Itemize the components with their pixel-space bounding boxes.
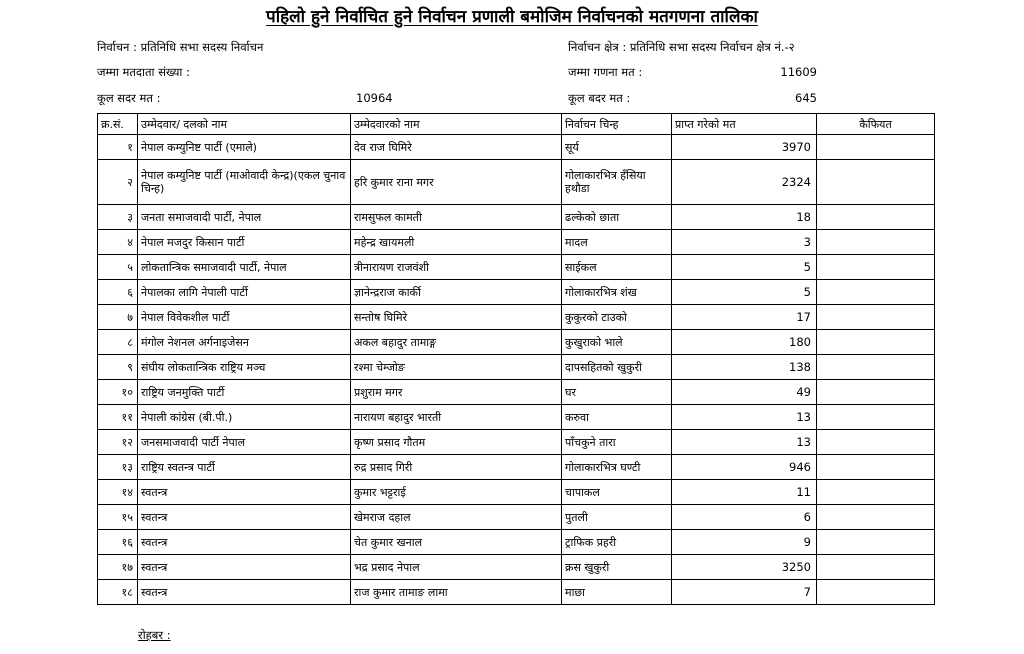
party-cell: स्वतन्त्र xyxy=(138,530,351,555)
table-header-row xyxy=(98,114,935,135)
votes-cell: 2324 xyxy=(672,160,817,205)
serial-cell: ६ xyxy=(98,280,138,305)
table-row xyxy=(98,530,935,555)
party-cell: राष्ट्रिय जनमुक्ति पार्टी xyxy=(138,380,351,405)
remarks-cell xyxy=(817,580,935,605)
table-row xyxy=(98,230,935,255)
symbol-cell: घर xyxy=(562,380,672,405)
candidate-cell: ज्ञानेन्द्रराज कार्की xyxy=(351,280,562,305)
symbol-cell: गोलाकारभित्र घण्टी xyxy=(562,455,672,480)
symbol-cell: चापाकल xyxy=(562,480,672,505)
remarks-cell xyxy=(817,230,935,255)
symbol-cell: ट्राफिक प्रहरी xyxy=(562,530,672,555)
party-cell: नेपालका लागि नेपाली पार्टी xyxy=(138,280,351,305)
party-cell: राष्ट्रिय स्वतन्त्र पार्टी xyxy=(138,455,351,480)
total-counted-value: 11609 xyxy=(780,65,817,79)
serial-cell: १ xyxy=(98,135,138,160)
remarks-cell xyxy=(817,355,935,380)
serial-cell: १७ xyxy=(98,555,138,580)
votes-cell: 49 xyxy=(672,380,817,405)
candidate-cell: कुमार भट्टराई xyxy=(351,480,562,505)
party-cell: नेपाल मजदुर किसान पार्टी xyxy=(138,230,351,255)
remarks-cell xyxy=(817,305,935,330)
remarks-cell xyxy=(817,430,935,455)
candidate-cell: रुद्र प्रसाद गिरी xyxy=(351,455,562,480)
remarks-cell xyxy=(817,505,935,530)
candidate-cell: भद्र प्रसाद नेपाल xyxy=(351,555,562,580)
table-row xyxy=(98,280,935,305)
candidate-cell: रामसुफल कामती xyxy=(351,205,562,230)
col-symbol: निर्वाचन चिन्ह xyxy=(562,114,672,135)
candidate-cell: प्रशुराम मगर xyxy=(351,380,562,405)
table-row xyxy=(98,160,935,205)
table-row xyxy=(98,480,935,505)
symbol-cell: मादल xyxy=(562,230,672,255)
party-cell: लोकतान्त्रिक समाजवादी पार्टी, नेपाल xyxy=(138,255,351,280)
votes-cell: 13 xyxy=(672,430,817,455)
serial-cell: ३ xyxy=(98,205,138,230)
symbol-cell: कुकुरको टाउको xyxy=(562,305,672,330)
candidate-cell: कृष्ण प्रसाद गौतम xyxy=(351,430,562,455)
page-title: पहिलो हुने निर्वाचित हुने निर्वाचन प्रणाली बमोजिम निर्वाचनको मतगणना तालिका xyxy=(266,7,758,27)
votes-cell: 13 xyxy=(672,405,817,430)
serial-cell: २ xyxy=(98,160,138,205)
party-cell: नेपाल विवेकशील पार्टी xyxy=(138,305,351,330)
serial-cell: ५ xyxy=(98,255,138,280)
constituency-label: निर्वाचन क्षेत्र : प्रतिनिधि सभा सदस्य निर्वाचन क्षेत्र नं.-२ xyxy=(568,40,795,54)
table-row xyxy=(98,205,935,230)
votes-cell: 5 xyxy=(672,255,817,280)
votes-cell: 7 xyxy=(672,580,817,605)
symbol-cell: पुतली xyxy=(562,505,672,530)
invalid-votes-value: 645 xyxy=(795,91,817,105)
party-cell: मंगोल नेशनल अर्गनाइजेसन xyxy=(138,330,351,355)
table-row xyxy=(98,135,935,160)
col-remarks: कैफियत xyxy=(817,114,935,135)
remarks-cell xyxy=(817,530,935,555)
votes-cell: 946 xyxy=(672,455,817,480)
remarks-cell xyxy=(817,405,935,430)
symbol-cell: करुवा xyxy=(562,405,672,430)
symbol-cell: सूर्य xyxy=(562,135,672,160)
candidate-cell: हरि कुमार राना मगर xyxy=(351,160,562,205)
remarks-cell xyxy=(817,555,935,580)
table-row xyxy=(98,555,935,580)
candidate-cell: त्रीनारायण राजवंशी xyxy=(351,255,562,280)
remarks-cell xyxy=(817,280,935,305)
col-party: उम्मेदवार/ दलको नाम xyxy=(138,114,351,135)
party-cell: संघीय लोकतान्त्रिक राष्ट्रिय मञ्च xyxy=(138,355,351,380)
votes-cell: 6 xyxy=(672,505,817,530)
valid-votes-label: कूल सदर मत : xyxy=(97,91,161,105)
symbol-cell: पाँचकुने तारा xyxy=(562,430,672,455)
symbol-cell: दापसहितको खुकुरी xyxy=(562,355,672,380)
serial-cell: ४ xyxy=(98,230,138,255)
symbol-cell: कुखुराको भाले xyxy=(562,330,672,355)
party-cell: स्वतन्त्र xyxy=(138,555,351,580)
party-cell: स्वतन्त्र xyxy=(138,480,351,505)
election-label: निर्वाचन : प्रतिनिधि सभा सदस्य निर्वाचन xyxy=(97,40,264,54)
votes-cell: 138 xyxy=(672,355,817,380)
candidate-cell: नारायण बहादुर भारती xyxy=(351,405,562,430)
table-row xyxy=(98,430,935,455)
votes-cell: 17 xyxy=(672,305,817,330)
party-cell: स्वतन्त्र xyxy=(138,505,351,530)
table-row xyxy=(98,305,935,330)
symbol-cell: ढल्केको छाता xyxy=(562,205,672,230)
total-counted-label: जम्मा गणना मत : xyxy=(568,65,643,79)
serial-cell: १२ xyxy=(98,430,138,455)
serial-cell: १६ xyxy=(98,530,138,555)
remarks-cell xyxy=(817,480,935,505)
table-row xyxy=(98,405,935,430)
remarks-cell xyxy=(817,455,935,480)
table-row xyxy=(98,330,935,355)
col-serial: क्र.सं. xyxy=(98,114,138,135)
serial-cell: १० xyxy=(98,380,138,405)
serial-cell: ११ xyxy=(98,405,138,430)
votes-cell: 18 xyxy=(672,205,817,230)
votes-cell: 5 xyxy=(672,280,817,305)
remarks-cell xyxy=(817,255,935,280)
table-row xyxy=(98,455,935,480)
remarks-cell xyxy=(817,380,935,405)
candidate-cell: राज कुमार तामाङ लामा xyxy=(351,580,562,605)
col-candidate: उम्मेदवारको नाम xyxy=(351,114,562,135)
remarks-cell xyxy=(817,330,935,355)
serial-cell: ९ xyxy=(98,355,138,380)
votes-cell: 9 xyxy=(672,530,817,555)
symbol-cell: साईकल xyxy=(562,255,672,280)
valid-votes-value: 10964 xyxy=(356,91,393,105)
candidate-cell: खेमराज दहाल xyxy=(351,505,562,530)
symbol-cell: माछा xyxy=(562,580,672,605)
party-cell: नेपाल कम्युनिष्ट पार्टी (एमाले) xyxy=(138,135,351,160)
table-row xyxy=(98,380,935,405)
candidate-cell: रश्मा चेम्जोङ xyxy=(351,355,562,380)
candidate-cell: चेत कुमार खनाल xyxy=(351,530,562,555)
party-cell: स्वतन्त्र xyxy=(138,580,351,605)
table-row xyxy=(98,255,935,280)
votes-cell: 3 xyxy=(672,230,817,255)
candidate-cell: देव राज घिमिरे xyxy=(351,135,562,160)
symbol-cell: क्रस खुकुरी xyxy=(562,555,672,580)
symbol-cell: गोलाकारभित्र शंख xyxy=(562,280,672,305)
table-row xyxy=(98,580,935,605)
remarks-cell xyxy=(817,135,935,160)
party-cell: जनसमाजवादी पार्टी नेपाल xyxy=(138,430,351,455)
vote-count-table xyxy=(97,113,935,605)
invalid-votes-label: कूल बदर मत : xyxy=(568,91,631,105)
witness-label: रोहबर : xyxy=(138,628,171,642)
serial-cell: १५ xyxy=(98,505,138,530)
serial-cell: १८ xyxy=(98,580,138,605)
candidate-cell: सन्तोष घिमिरे xyxy=(351,305,562,330)
party-cell: जनता समाजवादी पार्टी, नेपाल xyxy=(138,205,351,230)
serial-cell: ७ xyxy=(98,305,138,330)
serial-cell: १४ xyxy=(98,480,138,505)
symbol-cell: गोलाकारभित्र हँसिया हथौडा xyxy=(562,160,672,205)
remarks-cell xyxy=(817,205,935,230)
table-row xyxy=(98,355,935,380)
col-votes: प्राप्त गरेको मत xyxy=(672,114,817,135)
table-row xyxy=(98,505,935,530)
votes-cell: 180 xyxy=(672,330,817,355)
serial-cell: ८ xyxy=(98,330,138,355)
remarks-cell xyxy=(817,160,935,205)
total-voters-label: जम्मा मतदाता संख्या : xyxy=(97,65,190,79)
serial-cell: १३ xyxy=(98,455,138,480)
candidate-cell: महेन्द्र खायमली xyxy=(351,230,562,255)
votes-cell: 3250 xyxy=(672,555,817,580)
votes-cell: 11 xyxy=(672,480,817,505)
party-cell: नेपाली कांग्रेस (बी.पी.) xyxy=(138,405,351,430)
candidate-cell: अकल बहादुर तामाङ्ग xyxy=(351,330,562,355)
party-cell: नेपाल कम्युनिष्ट पार्टी (माओवादी केन्द्र)(एकल चुनाव चिन्ह) xyxy=(138,160,351,205)
votes-cell: 3970 xyxy=(672,135,817,160)
